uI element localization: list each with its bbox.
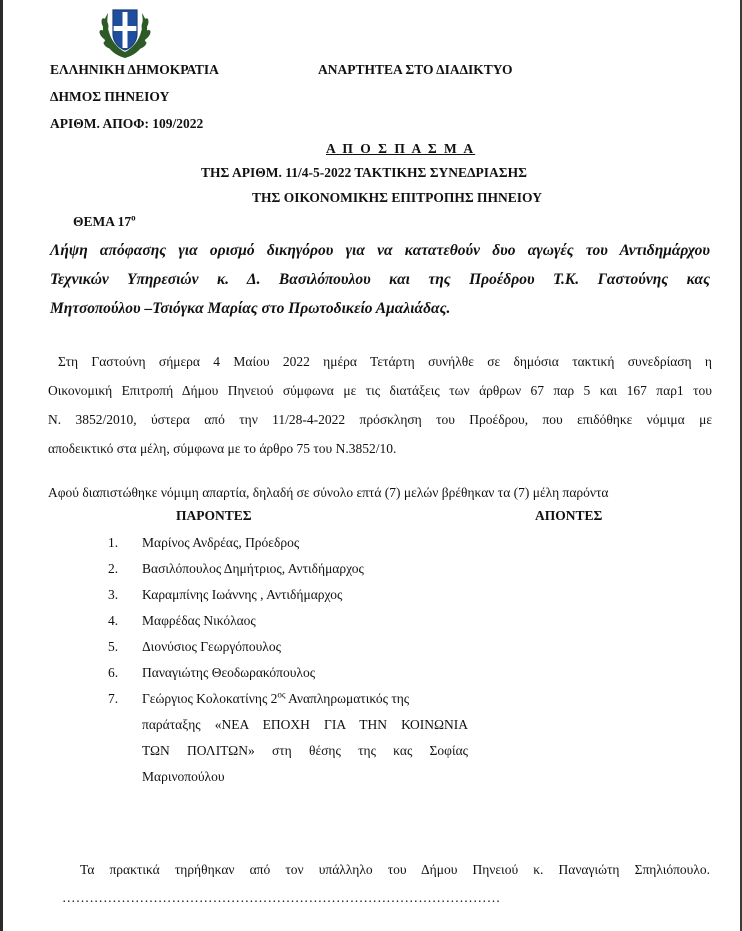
- municipality-heading: ΔΗΜΟΣ ΠΗΝΕΙΟΥ: [50, 89, 170, 104]
- page-left-edge: [0, 0, 3, 931]
- list-item: 5. Διονύσιος Γεωργόπουλος: [108, 639, 281, 654]
- topic-line: Μητσοπούλου –Τσιόγκα Μαρίας στο Πρωτοδικείο Αμαλιάδας.: [50, 300, 451, 317]
- paragraph-line: Στη Γαστούνη σήμερα 4 Μαίου 2022 ημέρα Τετάρτη συνήλθε σε δημόσια τακτική συνεδρίαση η: [58, 354, 712, 369]
- list-item: 2. Βασιλόπουλος Δημήτριος, Αντιδήμαρχος: [108, 561, 364, 576]
- present-members-list: [108, 530, 468, 790]
- paragraph-line: αποδεικτικό στα μέλη, σύμφωνα με το άρθρο 75 του Ν.3852/10.: [48, 441, 397, 456]
- list-item: 3. Καραμπίνης Ιωάννης , Αντιδήμαρχος: [108, 587, 343, 602]
- decision-number: ΑΡΙΘΜ. ΑΠΟΦ: 109/2022: [50, 116, 204, 131]
- topic-line: Τεχνικών Υπηρεσιών κ. Δ. Βασιλόπουλου και της Προέδρου Τ.Κ. Γαστούνης κας: [50, 271, 710, 288]
- list-item: 4. Μαφρέδας Νικόλαος: [108, 613, 256, 628]
- document-title: Α Π Ο Σ Π Α Σ Μ Α: [326, 141, 476, 156]
- present-header: ΠΑΡΟΝΤΕΣ: [176, 508, 252, 523]
- topic-label: ΘΕΜΑ $17^o$: [73, 212, 136, 229]
- paragraph-line: Ν. 3852/2010, ύστερα από την 11/28-4-2022 πρόσκληση του Προέδρου, που επιδόθηκε νόμιμα με: [48, 412, 712, 427]
- list-item: 7. Γεώργιος Κολοκατίνης $2^{o\varsigma}$ Αναπληρωματικός της παράταξης «ΝΕΑ ΕΠΟΧΗ ΓΙΑ ΤΗΝ ΚΟΙΝΩΝΙΑ ΤΩΝ ΠΟΛΙΤΩΝ» στη θέσης της κας Σοφίας Μαρινοπούλου: [108, 689, 468, 784]
- greek-state-seal-icon: [96, 4, 154, 62]
- dotted-line: ……………………………………………………………………………………: [62, 890, 501, 905]
- topic-line: Λήψη απόφασης για ορισμό δικηγόρου για να κατατεθούν δυο αγωγές του Αντιδημάρχου: [50, 242, 710, 259]
- minutes-keeper-text: Τα πρακτικά τηρήθηκαν από τον υπάλληλο του Δήμου Πηνειού κ. Παναγιώτη Σπηλιόπουλο.: [80, 862, 710, 877]
- quorum-text: Αφού διαπιστώθηκε νόμιμη απαρτία, δηλαδή σε σύνολο επτά (7) μελών βρέθηκαν τα (7) μέλη παρόντα: [48, 485, 609, 500]
- committee-line: ΤΗΣ ΟΙΚΟΝΟΜΙΚΗΣ ΕΠΙΤΡΟΠΗΣ ΠΗΝΕΙΟΥ: [252, 190, 542, 205]
- internet-notice: ΑΝΑΡΤΗΤΕΑ ΣΤΟ ΔΙΑΔΙΚΤΥΟ: [318, 62, 513, 77]
- list-item: 6. Παναγιώτης Θεοδωρακόπουλος: [108, 665, 316, 680]
- republic-heading: ΕΛΛΗΝΙΚΗ ΔΗΜΟΚΡΑΤΙΑ: [50, 62, 219, 77]
- session-paragraph: [48, 347, 712, 463]
- absent-header: ΑΠΟΝΤΕΣ: [535, 508, 603, 523]
- list-item: 1. Μαρίνος Ανδρέας, Πρόεδρος: [108, 535, 300, 550]
- topic-subject: [50, 236, 710, 323]
- session-line: ΤΗΣ ΑΡΙΘΜ. 11/4-5-2022 ΤΑΚΤΙΚΗΣ ΣΥΝΕΔΡΙΑΣΗΣ: [201, 165, 527, 180]
- paragraph-line: Οικονομική Επιτροπή Δήμου Πηνειού σύμφωνα με τις διατάξεις των άρθρων 67 παρ 5 και 167 παρ1 του: [48, 383, 712, 398]
